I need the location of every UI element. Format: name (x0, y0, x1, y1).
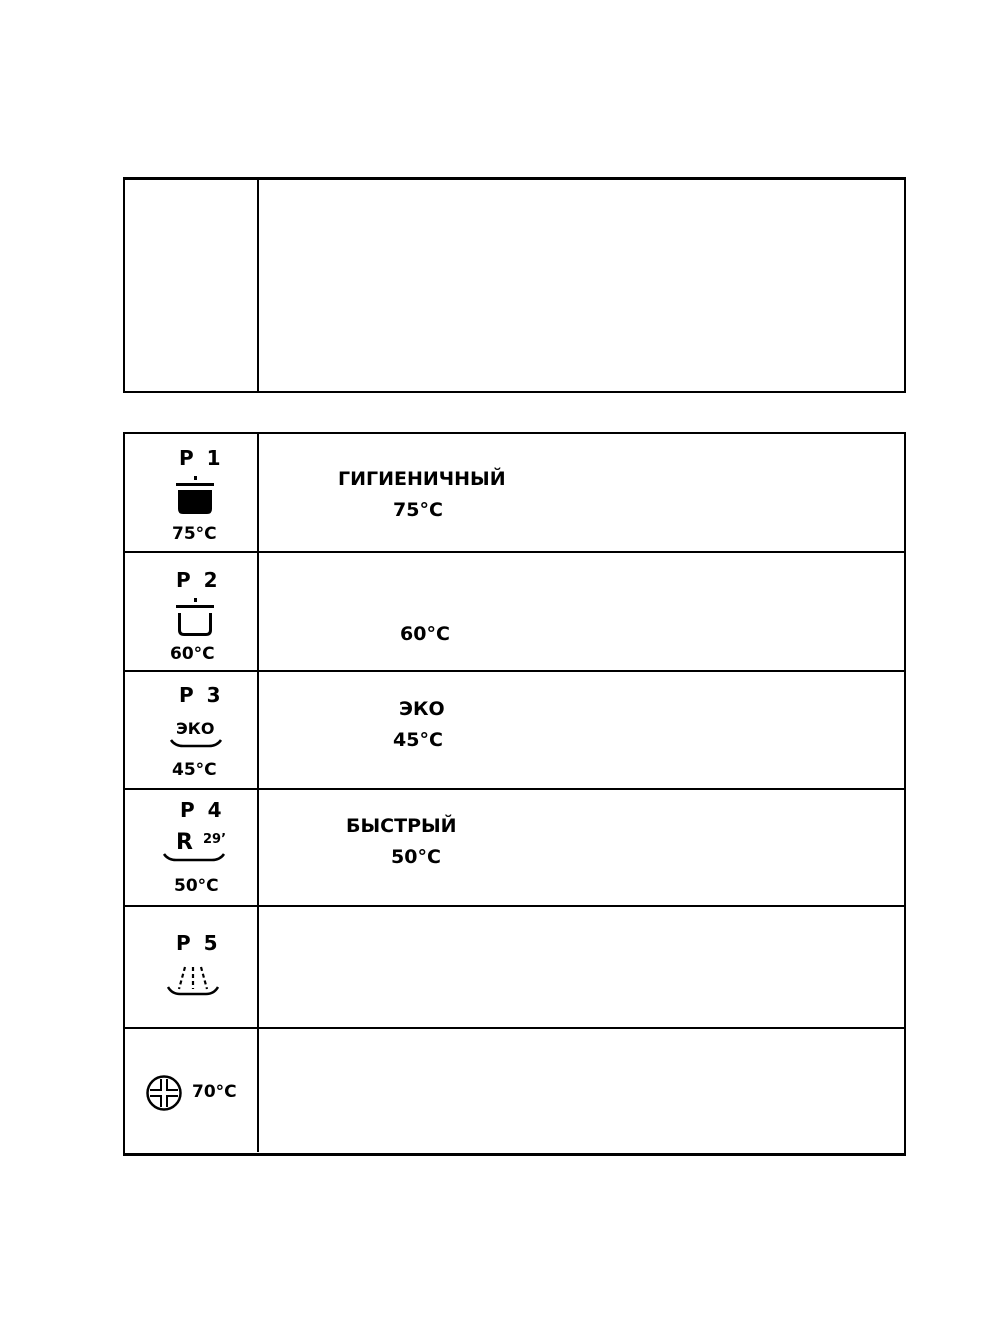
program-row-p1 (125, 434, 904, 553)
program-row-p5 (125, 907, 904, 1029)
program-code: P 3 (179, 683, 224, 707)
program-code: P 4 (180, 798, 225, 822)
rapid-icon-badge: 29’ (203, 832, 227, 847)
program-icon-temp: 75°C (172, 524, 217, 544)
rapid-icon (162, 852, 226, 864)
rinse-icon (165, 965, 221, 999)
sanitize-temp: 70°C (192, 1082, 237, 1102)
eco-icon-label: ЭКО (176, 719, 215, 738)
eco-icon (169, 738, 223, 750)
program-row-p4 (125, 790, 904, 907)
sanitize-cross-icon (145, 1074, 183, 1112)
program-name: ГИГИЕНИЧНЫЙ (338, 468, 506, 490)
program-icon-temp: 50°C (174, 876, 219, 896)
program-temp: 60°C (400, 623, 450, 645)
rapid-icon-label: R (176, 830, 193, 855)
program-name: БЫСТРЫЙ (346, 815, 457, 837)
program-row-sanitize (125, 1029, 904, 1152)
top-empty-frame (123, 177, 906, 393)
top-frame-divider (257, 180, 259, 391)
pot-filled-icon (173, 476, 217, 516)
program-temp: 50°C (391, 846, 441, 868)
program-temp: 75°C (393, 499, 443, 521)
programs-table (123, 432, 906, 1156)
program-row-p3 (125, 672, 904, 790)
program-temp: 45°C (393, 729, 443, 751)
program-icon-temp: 60°C (170, 644, 215, 664)
program-code: P 2 (176, 568, 221, 592)
program-code: P 5 (176, 931, 221, 955)
pot-outline-icon (173, 598, 217, 638)
program-icon-temp: 45°C (172, 760, 217, 780)
program-row-p2 (125, 553, 904, 672)
program-name: ЭКО (399, 698, 445, 720)
program-code: P 1 (179, 446, 224, 470)
